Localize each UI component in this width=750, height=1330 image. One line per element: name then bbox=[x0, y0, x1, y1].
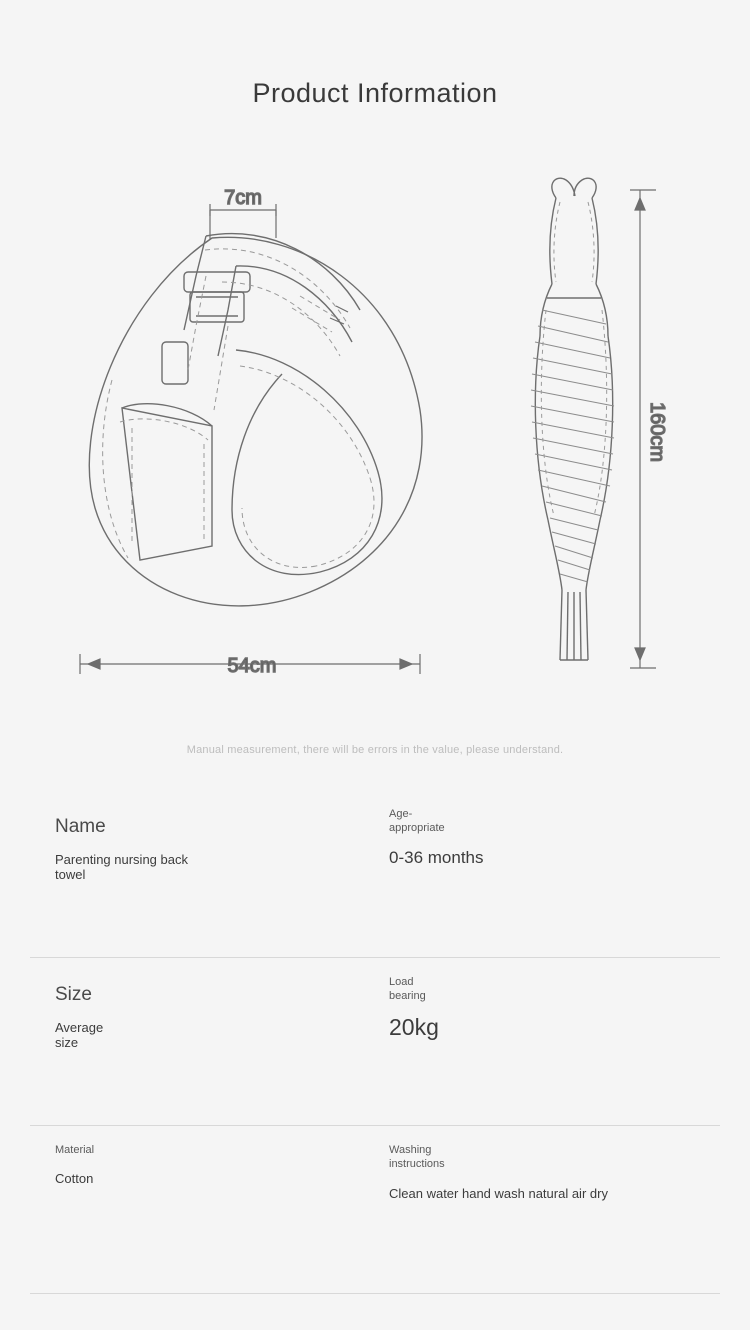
spec-row bbox=[0, 958, 750, 1126]
spec-cell-washing bbox=[389, 1126, 719, 1202]
spec-cell-material bbox=[55, 1126, 355, 1187]
spec-value: 0-36 months bbox=[389, 847, 484, 867]
dimension-label-7cm: 7cm bbox=[224, 187, 262, 209]
dimension-label-160cm: 160cm bbox=[646, 401, 668, 463]
spec-label: Washing instructions bbox=[389, 1144, 445, 1170]
spec-label: Load bearing bbox=[389, 976, 426, 1002]
diagram-svg bbox=[0, 160, 750, 720]
spec-label: Age-appropriate bbox=[389, 808, 445, 834]
spec-row bbox=[0, 1126, 750, 1294]
spec-cell-name bbox=[55, 790, 355, 883]
spec-label: Size bbox=[55, 984, 92, 1005]
product-diagram bbox=[0, 160, 750, 720]
spec-value: 20kg bbox=[389, 1013, 439, 1040]
dimension-label-54cm: 54cm bbox=[227, 655, 277, 677]
spec-row bbox=[0, 790, 750, 958]
spec-table bbox=[0, 790, 750, 1294]
spec-value: Clean water hand wash natural air dry bbox=[389, 1185, 608, 1201]
spec-cell-size bbox=[55, 958, 355, 1051]
spec-label: Name bbox=[55, 816, 106, 837]
spec-cell-age bbox=[389, 790, 719, 868]
sling-worn-view bbox=[89, 234, 422, 606]
page-title: Product Information bbox=[252, 78, 498, 108]
sling-flat-view bbox=[531, 178, 614, 660]
spec-value: Cotton bbox=[55, 1170, 94, 1186]
spec-value: Parenting nursing back towel bbox=[55, 851, 188, 882]
spec-label: Material bbox=[55, 1144, 95, 1156]
spec-value: Average size bbox=[55, 1019, 104, 1050]
measurement-disclaimer: Manual measurement, there will be errors in the value, please understand. bbox=[186, 744, 564, 756]
spec-cell-load bbox=[389, 958, 719, 1041]
row-divider bbox=[30, 1293, 720, 1294]
